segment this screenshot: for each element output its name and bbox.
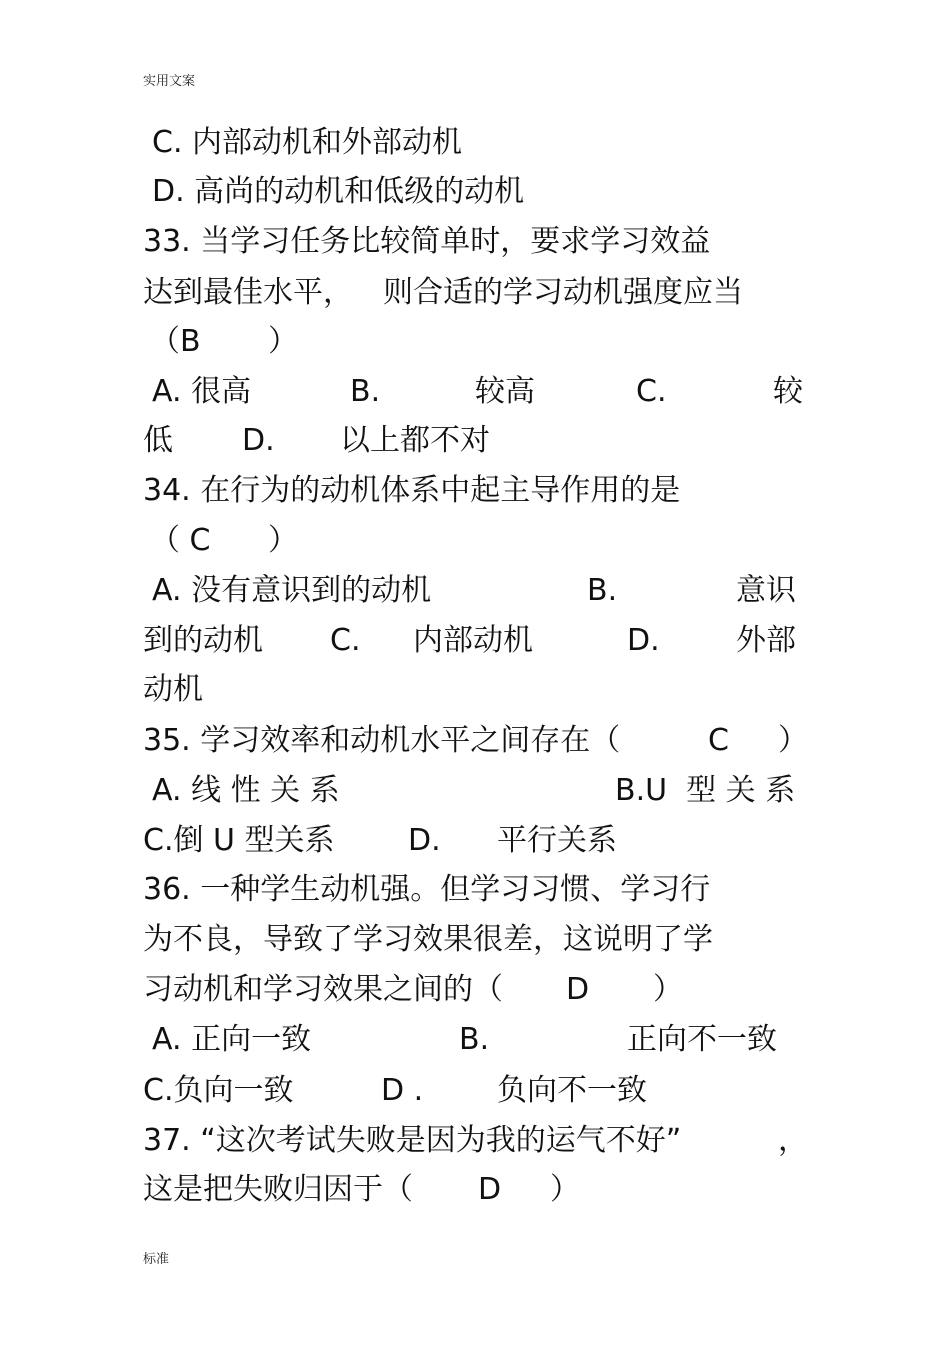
text-segment: 动机 [143,672,203,707]
page-footer: 标准 [143,1252,170,1267]
text-segment: D. [242,423,275,458]
text-segment: ） [653,972,683,1007]
text-segment: 以上都不对 [340,423,490,458]
text-segment: C. [330,623,361,658]
text-segment: 37. “这次考试失败是因为我的运气不好” [143,1123,682,1158]
text-segment: 为不良，导致了学习效果很差，这说明了学 [143,922,713,957]
text-segment: 到的动机 [143,623,263,658]
text-segment: A. 很高 [152,374,252,409]
text-segment: D. [627,623,660,658]
text-segment: A. 正向一致 [152,1022,312,1057]
text-segment: 达到最佳水平， [143,275,353,310]
text-segment: D [566,972,590,1007]
text-segment: （B [150,324,201,359]
text-segment: 这是把失败归因于（ [143,1172,413,1207]
text-segment: C.倒 U 型关系 [143,823,335,858]
text-segment: A. 没有意识到的动机 [152,573,432,608]
text-segment: D [478,1172,502,1207]
text-segment: 36. 一种学生动机强。但学习习惯、学习行 [143,872,711,907]
text-segment: ， [778,1123,808,1158]
text-segment: 较 [773,374,803,409]
text-segment: 33. 当学习任务比较简单时，要求学习效益 [143,224,711,259]
text-segment: 34. 在行为的动机体系中起主导作用的是 [143,473,681,508]
text-segment: 外部 [736,623,796,658]
text-segment: A. 线 性 关 系 [152,773,340,808]
text-segment: 低 [143,423,173,458]
text-segment: 负向不一致 [497,1073,647,1108]
text-segment: 35. 学习效率和动机水平之间存在（ [143,723,621,758]
text-segment: （ C [150,523,211,558]
text-segment: B. [350,374,381,409]
text-segment: 内部动机 [413,623,533,658]
text-segment: 较高 [475,374,535,409]
text-segment: C. [636,374,667,409]
text-segment: D. 高尚的动机和低级的动机 [152,174,525,209]
text-segment: 平行关系 [497,823,617,858]
text-segment: ） [778,723,808,758]
page-header: 实用文案 [143,74,196,89]
text-segment: 正向不一致 [627,1022,777,1057]
text-segment: B.U 型 关 系 [615,773,796,808]
text-segment: ） [550,1172,580,1207]
text-segment: B. [459,1022,490,1057]
text-segment: ） [268,523,298,558]
text-segment: 意识 [736,573,796,608]
text-segment: D. [408,823,441,858]
text-segment: C. 内部动机和外部动机 [152,125,463,160]
text-segment: B. [587,573,618,608]
text-segment: 则合适的学习动机强度应当 [383,275,743,310]
text-segment: C [708,723,729,758]
text-segment: D . [381,1073,424,1108]
text-segment: ） [268,324,298,359]
text-segment: C.负向一致 [143,1073,294,1108]
text-segment: 习动机和学习效果之间的（ [143,972,503,1007]
